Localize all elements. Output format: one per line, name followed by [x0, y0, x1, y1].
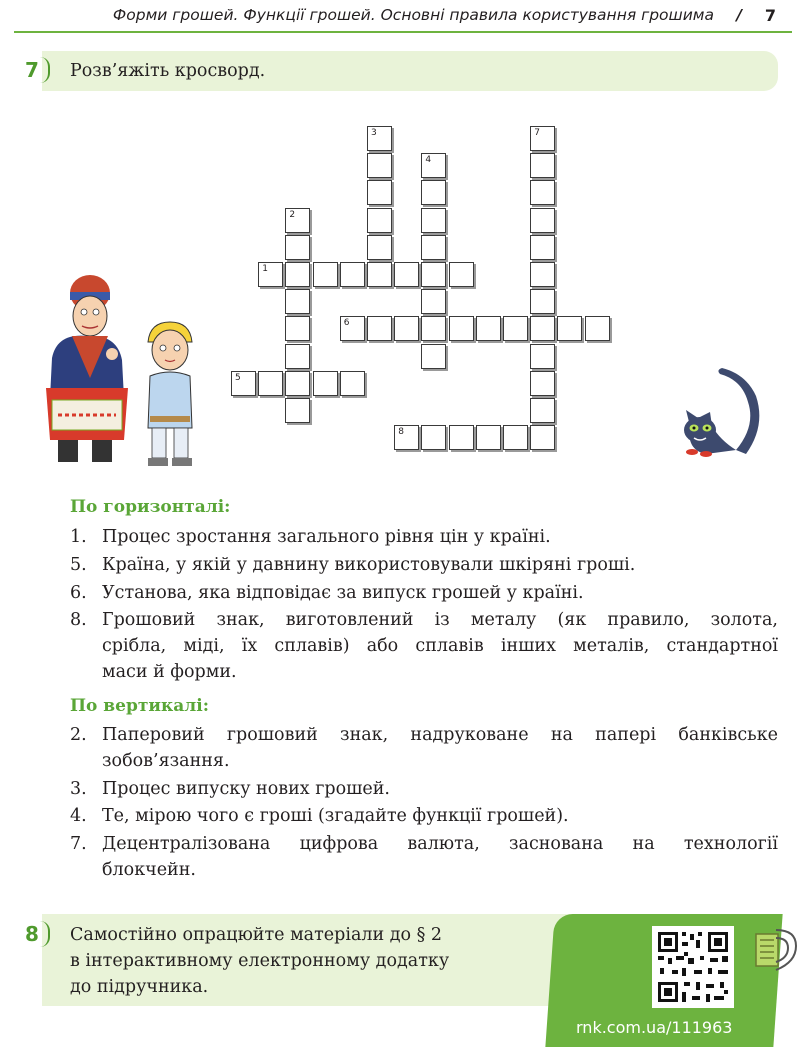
crossword-cell[interactable]	[367, 153, 392, 178]
clue-text	[102, 722, 778, 774]
crossword-cell[interactable]	[285, 289, 310, 314]
crossword-cell[interactable]	[530, 235, 555, 260]
clue-number: 1.	[70, 527, 87, 547]
crossword-cell[interactable]	[340, 316, 365, 341]
clue-line: срібла, міді, їх сплавів) або сплавів інших металів, стандартної	[102, 636, 778, 656]
down-clue-7	[70, 831, 778, 883]
across-title: По горизонталі:	[70, 497, 231, 517]
crossword-cell[interactable]	[530, 344, 555, 369]
crossword-cell[interactable]	[449, 316, 474, 341]
crossword-cell[interactable]	[285, 316, 310, 341]
across-clue-5	[70, 552, 778, 578]
crossword-cell[interactable]	[476, 316, 501, 341]
crossword-clue-number: 7	[534, 128, 540, 138]
crossword-cell[interactable]	[367, 126, 392, 151]
crossword-cell[interactable]	[449, 262, 474, 287]
clue-text: Те, мірою чого є гроші (згадайте функції грошей).	[102, 806, 569, 826]
across-clue-1	[70, 524, 778, 550]
crossword-cell[interactable]	[367, 235, 392, 260]
crossword-clue-number: 5	[235, 372, 241, 383]
crossword-cell[interactable]	[530, 316, 555, 341]
crossword-cell[interactable]	[367, 262, 392, 287]
crossword-cell[interactable]	[285, 371, 310, 396]
crossword-cell[interactable]	[231, 371, 256, 396]
across-clue-6	[70, 580, 778, 606]
clue-text: Установа, яка відповідає за випуск грошей у країні.	[102, 583, 584, 603]
clue-line: Паперовий грошовий знак, надруковане на папері банківське	[102, 725, 778, 745]
clue-number: 6.	[70, 583, 87, 603]
crossword-cell[interactable]	[313, 262, 338, 287]
crossword-cell[interactable]	[394, 425, 419, 450]
clue-number: 5.	[70, 555, 87, 575]
crossword-cell[interactable]	[530, 180, 555, 205]
crossword-cell[interactable]	[530, 126, 555, 151]
crossword-cell[interactable]	[530, 398, 555, 423]
crossword-cell[interactable]	[285, 398, 310, 423]
clue-line: зобов’язання.	[102, 751, 230, 771]
down-title: По вертикалі:	[70, 696, 209, 716]
crossword-cell[interactable]	[367, 208, 392, 233]
boy-illustration	[138, 320, 202, 470]
clue-text: Процес зростання загального рівня цін у країні.	[102, 527, 551, 547]
crossword-cell[interactable]	[340, 262, 365, 287]
task-8-line: Самостійно опрацюйте матеріали до § 2	[70, 925, 443, 945]
crossword-cell[interactable]	[503, 316, 528, 341]
crossword-cell[interactable]	[530, 371, 555, 396]
across-clue-8	[70, 607, 778, 685]
header-title: Форми грошей. Функції грошей. Основні правила користування грошима	[112, 6, 714, 24]
clue-text: Процес випуску нових грошей.	[102, 779, 390, 799]
crossword-cell[interactable]	[421, 316, 446, 341]
task-8-number: 8	[18, 919, 46, 949]
clue-line: Грошовий знак, виготовлений із металу (як правило, золота,	[102, 610, 778, 630]
clue-text	[102, 831, 778, 883]
task-8-text	[70, 922, 540, 1000]
crossword-cell[interactable]	[258, 262, 283, 287]
qr-link[interactable]: rnk.com.ua/111963	[576, 1018, 733, 1037]
crossword-cell[interactable]	[394, 262, 419, 287]
paper-clip-icon	[754, 924, 800, 976]
clue-number: 2.	[70, 725, 87, 745]
crossword-cell[interactable]	[530, 425, 555, 450]
crossword-cell[interactable]	[421, 262, 446, 287]
page-number: 7	[764, 6, 776, 25]
crossword-cell[interactable]	[530, 153, 555, 178]
crossword-clue-number: 2	[289, 209, 296, 220]
crossword-cell[interactable]	[449, 425, 474, 450]
clue-text: Країна, у якій у давнину використовували шкіряні гроші.	[102, 555, 636, 575]
clue-number: 8.	[70, 610, 87, 630]
task-7-instruction: Розв’яжіть кросворд.	[70, 61, 266, 81]
crossword-clue-number: 1	[262, 264, 268, 274]
crossword-cell[interactable]	[285, 235, 310, 260]
clue-number: 4.	[70, 806, 87, 826]
task-7-number: 7	[18, 55, 46, 85]
crossword-cell[interactable]	[367, 180, 392, 205]
clue-line: блокчейн.	[102, 860, 196, 880]
crossword-cell[interactable]	[421, 235, 446, 260]
crossword-cell[interactable]	[367, 316, 392, 341]
clue-text	[102, 607, 778, 685]
crossword-cell[interactable]	[476, 425, 501, 450]
crossword-cell[interactable]	[285, 262, 310, 287]
crossword-cell[interactable]	[421, 289, 446, 314]
crossword-cell[interactable]	[557, 316, 582, 341]
crossword-clue-number: 8	[398, 427, 404, 438]
crossword-cell[interactable]	[285, 344, 310, 369]
clue-number: 3.	[70, 779, 87, 799]
crossword-cell[interactable]	[421, 344, 446, 369]
qr-code-icon[interactable]	[652, 926, 734, 1008]
crossword-cell[interactable]	[421, 180, 446, 205]
clue-line: маси й форми.	[102, 662, 237, 682]
crossword-cell[interactable]	[530, 262, 555, 287]
crossword-cell[interactable]	[421, 208, 446, 233]
crossword-cell[interactable]	[421, 425, 446, 450]
task-8-line: в інтерактивному електронному додатку	[70, 951, 450, 971]
crossword-cell[interactable]	[421, 153, 446, 178]
down-clue-4	[70, 803, 778, 829]
crossword-clue-number: 6	[343, 318, 350, 329]
task-8-line: до підручника.	[70, 977, 209, 997]
header-separator: /	[736, 6, 742, 24]
clue-number: 7.	[70, 834, 87, 854]
crossword-cell[interactable]	[313, 371, 338, 396]
down-clue-2	[70, 722, 778, 774]
crossword-clue-number: 4	[425, 155, 432, 166]
crossword-cell[interactable]	[285, 208, 310, 233]
crossword-cell[interactable]	[503, 425, 528, 450]
crossword-clue-number: 3	[371, 128, 377, 138]
crossword-cell[interactable]	[394, 316, 419, 341]
down-clue-3	[70, 776, 778, 802]
crossword-cell[interactable]	[585, 316, 610, 341]
crossword-cell[interactable]	[258, 371, 283, 396]
crossword-cell[interactable]	[530, 208, 555, 233]
clue-line: Децентралізована цифрова валюта, заснована на технології	[102, 834, 778, 854]
crossword-cell[interactable]	[530, 289, 555, 314]
grandmother-illustration	[32, 268, 132, 468]
cat-illustration	[676, 366, 762, 462]
crossword-cell[interactable]	[340, 371, 365, 396]
